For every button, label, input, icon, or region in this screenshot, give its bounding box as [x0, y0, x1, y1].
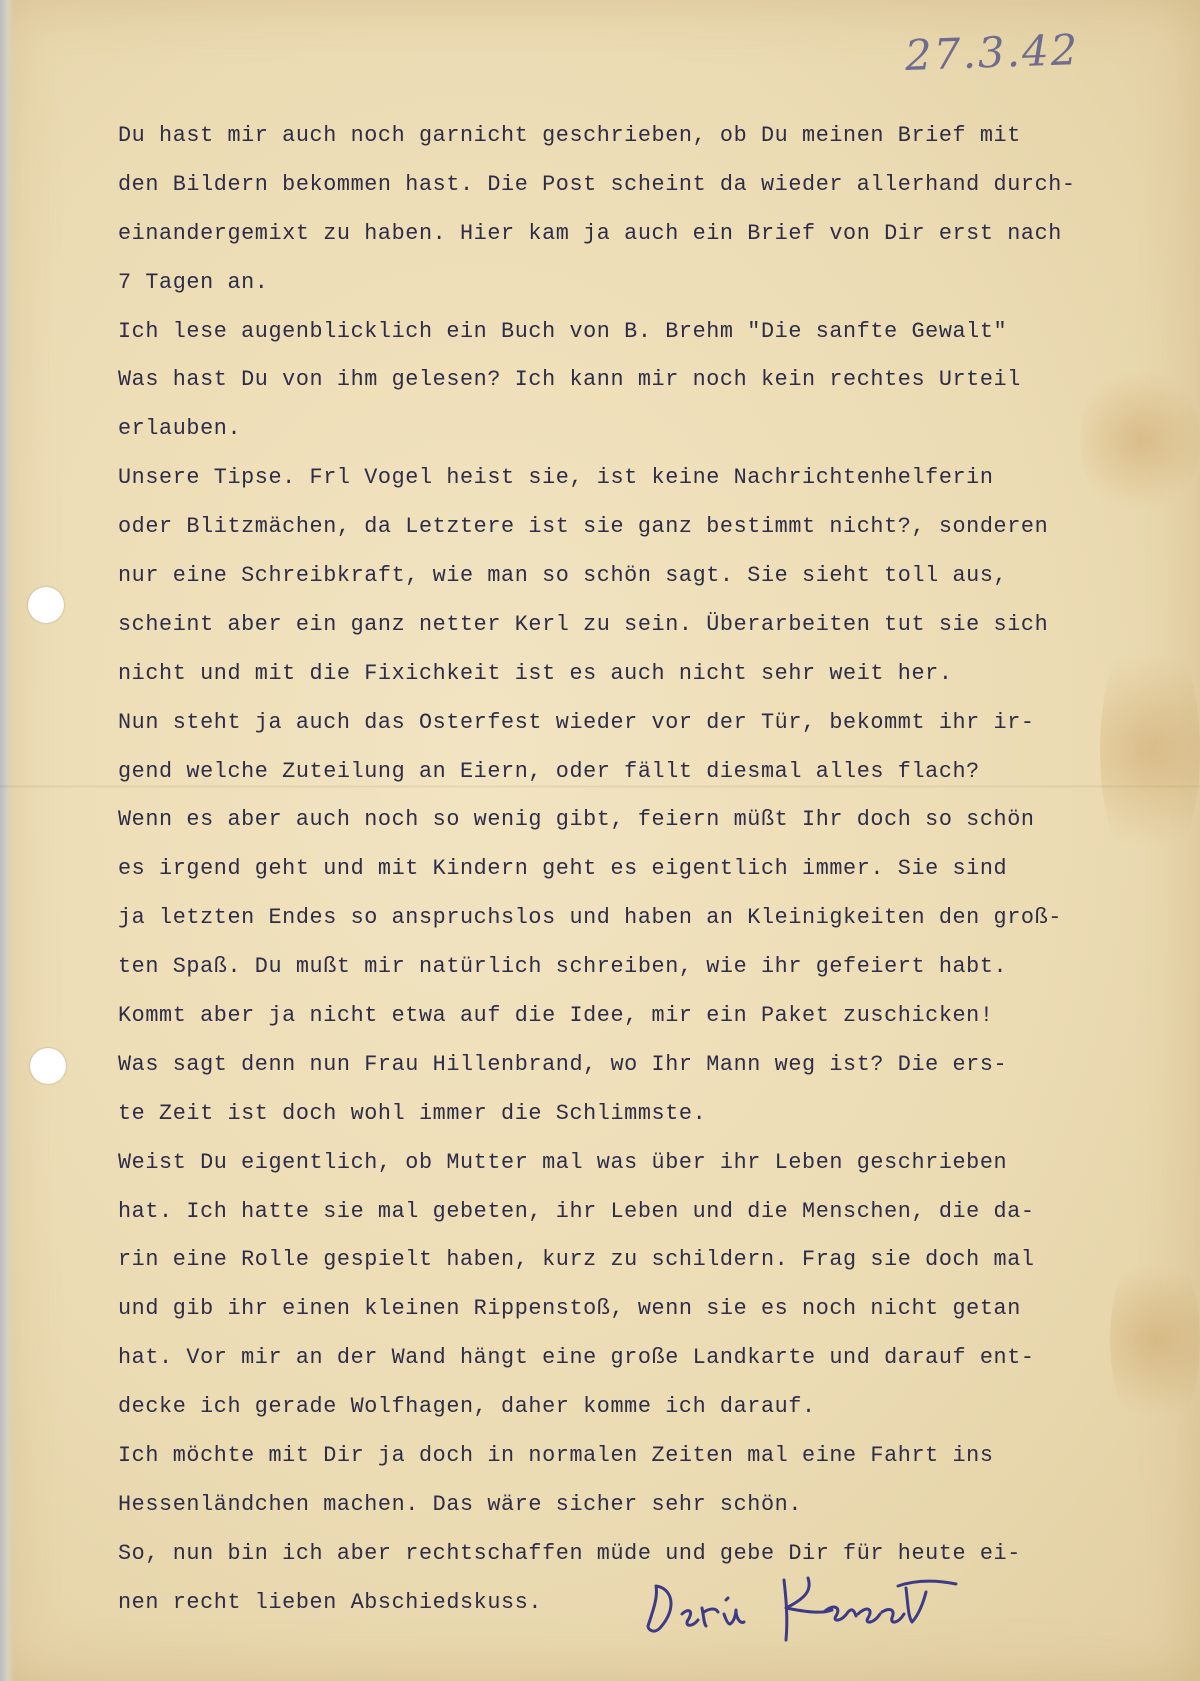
punch-hole-top — [28, 587, 64, 623]
letter-line: te Zeit ist doch wohl immer die Schlimmste. — [118, 1100, 707, 1126]
punch-hole-bottom — [30, 1048, 66, 1084]
letter-line: Was hast Du von ihm gelesen? Ich kann mir noch kein rechtes Urteil — [118, 367, 1021, 393]
letter-line: einandergemixt zu haben. Hier kam ja auch ein Brief von Dir erst nach — [118, 220, 1062, 246]
letter-line: erlauben. — [118, 416, 242, 442]
letter-line: nicht und mit die Fixichkeit ist es auch nicht sehr weit her. — [118, 660, 953, 686]
handwritten-date: 27.3.42 — [904, 24, 1081, 81]
letter-line: nen recht lieben Abschiedskuss. — [118, 1589, 543, 1615]
letter-line: hat. Vor mir an der Wand hängt eine große Landkarte und darauf ent- — [118, 1345, 1035, 1371]
letter-line: Unsere Tipse. Frl Vogel heist sie, ist keine Nachrichtenhelferin — [118, 465, 994, 491]
letter-body — [118, 112, 1178, 1628]
letter-line: Hessenländchen machen. Das wäre sicher sehr schön. — [118, 1491, 803, 1517]
letter-line: Ich möchte mit Dir ja doch in normalen Zeiten mal eine Fahrt ins — [118, 1443, 994, 1469]
letter-line: Du hast mir auch noch garnicht geschrieben, ob Du meinen Brief mit — [118, 123, 1021, 148]
letter-line: ja letzten Endes so anspruchslos und haben an Kleinigkeiten den groß- — [118, 905, 1062, 931]
letter-line: nur eine Schreibkraft, wie man so schön sagt. Sie sieht toll aus, — [118, 563, 1008, 589]
letter-line: Kommt aber ja nicht etwa auf die Idee, mir ein Paket zuschicken! — [118, 1003, 994, 1029]
letter-line: Nun steht ja auch das Osterfest wieder vor der Tür, bekommt ihr ir- — [118, 709, 1035, 735]
letter-line: Weist Du eigentlich, ob Mutter mal was über ihr Leben geschrieben — [118, 1149, 1008, 1175]
letter-line: Was sagt denn nun Frau Hillenbrand, wo Ihr Mann weg ist? Die ers- — [118, 1051, 1008, 1077]
handwritten-signature — [636, 1568, 966, 1648]
letter-line: scheint aber ein ganz netter Kerl zu sein. Überarbeiten tut sie sich — [118, 611, 1049, 637]
letter-line: rin eine Rolle gespielt haben, kurz zu schildern. Frag sie doch mal — [118, 1247, 1035, 1273]
letter-line: decke ich gerade Wolfhagen, daher komme ich darauf. — [118, 1394, 816, 1420]
letter-line: gend welche Zuteilung an Eiern, oder fällt diesmal alles flach? — [118, 758, 980, 784]
letter-line: es irgend geht und mit Kindern geht es eigentlich immer. Sie sind — [118, 856, 1008, 882]
letter-line: 7 Tagen an. — [118, 269, 269, 295]
letter-line: Wenn es aber auch noch so wenig gibt, feiern müßt Ihr doch so schön — [118, 807, 1035, 833]
letter-line: oder Blitzmächen, da Letztere ist sie ganz bestimmt nicht?, sonderen — [118, 514, 1049, 540]
letter-line: den Bildern bekommen hast. Die Post scheint da wieder allerhand durch- — [118, 171, 1076, 197]
letter-line: und gib ihr einen kleinen Rippenstoß, wenn sie es noch nicht getan — [118, 1296, 1021, 1322]
letter-line: So, nun bin ich aber rechtschaffen müde und gebe Dir für heute ei- — [118, 1540, 1021, 1566]
paper-left-edge — [0, 0, 14, 1681]
letter-line: hat. Ich hatte sie mal gebeten, ihr Leben und die Menschen, die da- — [118, 1198, 1035, 1224]
letter-line: Ich lese augenblicklich ein Buch von B. Brehm "Die sanfte Gewalt" — [118, 318, 1008, 344]
letter-line: ten Spaß. Du mußt mir natürlich schreiben, wie ihr gefeiert habt. — [118, 954, 1008, 980]
